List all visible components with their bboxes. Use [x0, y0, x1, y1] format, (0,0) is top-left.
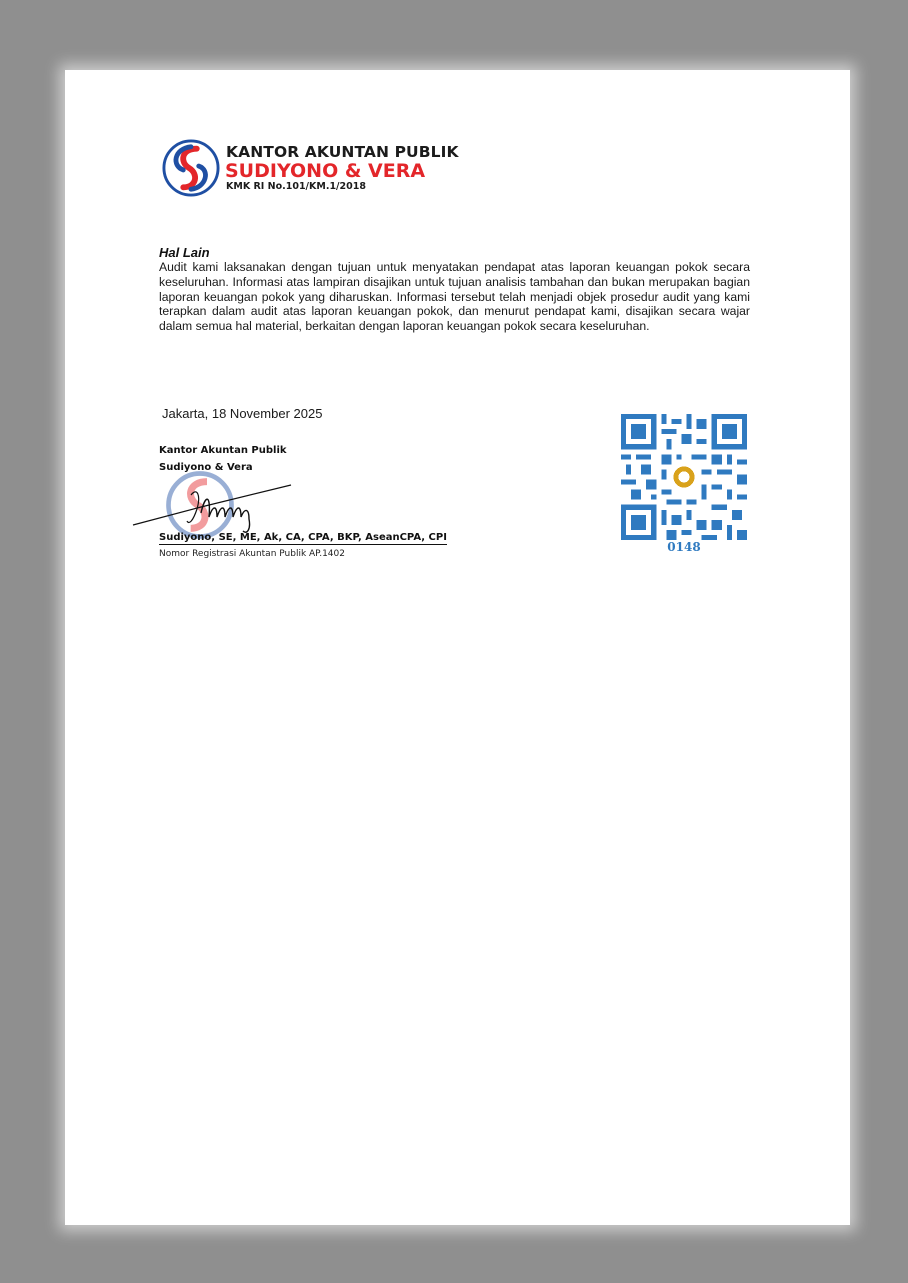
qr-code-icon: [621, 414, 747, 540]
qr-code-number: 0148: [667, 540, 701, 554]
section-body: Audit kami laksanakan dengan tujuan untuk menyatakan pendapat atas laporan keuangan pokok secara keseluruhan. Informasi atas lampiran disajikan untuk tujuan analisis tambahan dan bukan merupakan bagian laporan keuangan pokok yang diharuskan. Informasi tersebut telah menjadi objek prosedur audit yang kami terapkan dalam audit atas laporan keuangan pokok, dan menurut pendapat kami, disajikan secara wajar dalam semua hal material, berkaitan dengan laporan keuangan pokok secara keseluruhan.: [159, 260, 750, 334]
handwritten-signature: [131, 475, 296, 540]
section-title: Hal Lain: [159, 245, 210, 260]
ssv-logo-icon: [162, 139, 220, 197]
signer-name: Sudiyono, SE, ME, Ak, CA, CPA, BKP, AseanCPA, CPI: [159, 532, 447, 543]
signature-firm-line1: Kantor Akuntan Publik: [159, 445, 287, 456]
signature-date: Jakarta, 18 November 2025: [162, 406, 323, 421]
firm-license: KMK RI No.101/KM.1/2018: [226, 181, 366, 192]
document-page: [65, 70, 850, 1225]
signature-firm-line2: Sudiyono & Vera: [159, 462, 253, 473]
firm-name-line1: KANTOR AKUNTAN PUBLIK: [226, 143, 459, 161]
firm-name-line2: SUDIYONO & VERA: [225, 160, 426, 182]
registration-number: Nomor Registrasi Akuntan Publik AP.1402: [159, 549, 345, 559]
